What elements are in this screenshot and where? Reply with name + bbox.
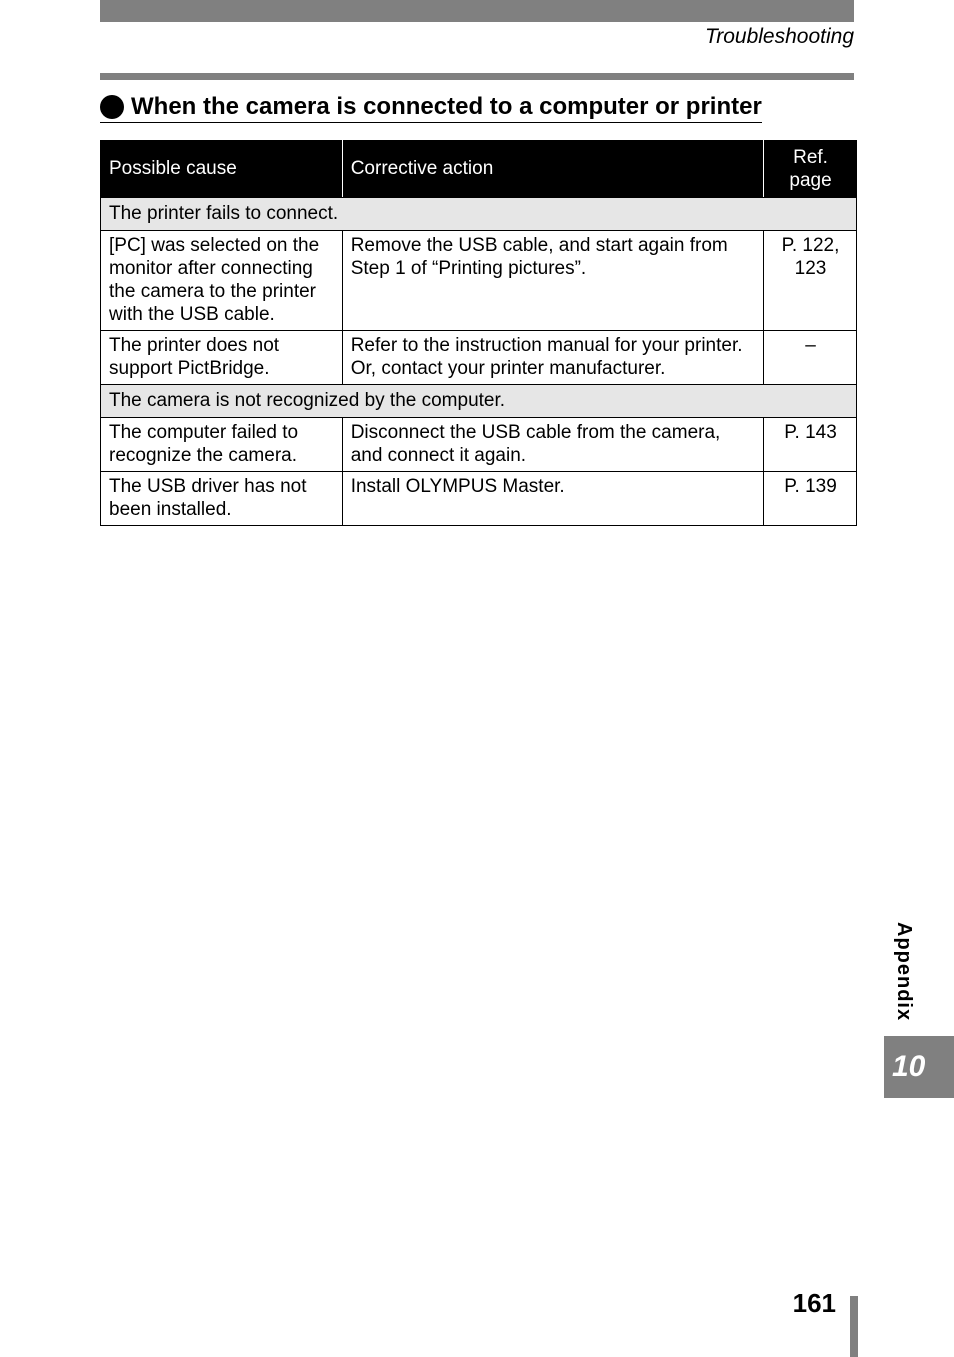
action-cell: Remove the USB cable, and start again from Step 1 of “Printing pictures”. [342,231,763,331]
cause-cell: The printer does not support PictBridge. [101,331,343,385]
ref-page-cell: P. 139 [764,472,857,526]
page-number: 161 [792,1288,836,1318]
section-title-text: When the camera is connected to a computer or printer [131,93,762,120]
group-heading: The printer fails to connect. [101,198,857,231]
cause-cell: [PC] was selected on the monitor after connecting the camera to the printer with the USB cable. [101,231,343,331]
column-header-cause: Possible cause [101,141,343,198]
action-cell: Install OLYMPUS Master. [342,472,763,526]
group-row [101,198,857,231]
header-rule [100,73,854,80]
action-cell: Disconnect the USB cable from the camera, and connect it again. [342,418,763,472]
table-row [101,418,857,472]
table-row [101,331,857,385]
table-row [101,231,857,331]
group-row [101,385,857,418]
cause-cell: The computer failed to recognize the camera. [101,418,343,472]
bullet-icon [100,95,124,119]
page-number-bar [850,1296,858,1357]
ref-page-cell: P. 143 [764,418,857,472]
ref-page-cell: P. 122, 123 [764,231,857,331]
group-heading: The camera is not recognized by the computer. [101,385,857,418]
action-cell: Refer to the instruction manual for your printer. Or, contact your printer manufacturer. [342,331,763,385]
troubleshooting-table [100,140,857,526]
appendix-side-label: Appendix [893,922,915,1022]
running-title: Troubleshooting [704,25,854,48]
chapter-number: 10 [892,1050,926,1083]
section-heading [100,93,762,123]
ref-page-cell: – [764,331,857,385]
column-header-ref: Ref. page [764,141,857,198]
table-row [101,472,857,526]
table-header-row [101,141,857,198]
column-header-action: Corrective action [342,141,763,198]
cause-cell: The USB driver has not been installed. [101,472,343,526]
header-bar [100,0,854,22]
chapter-tab [884,1036,954,1098]
